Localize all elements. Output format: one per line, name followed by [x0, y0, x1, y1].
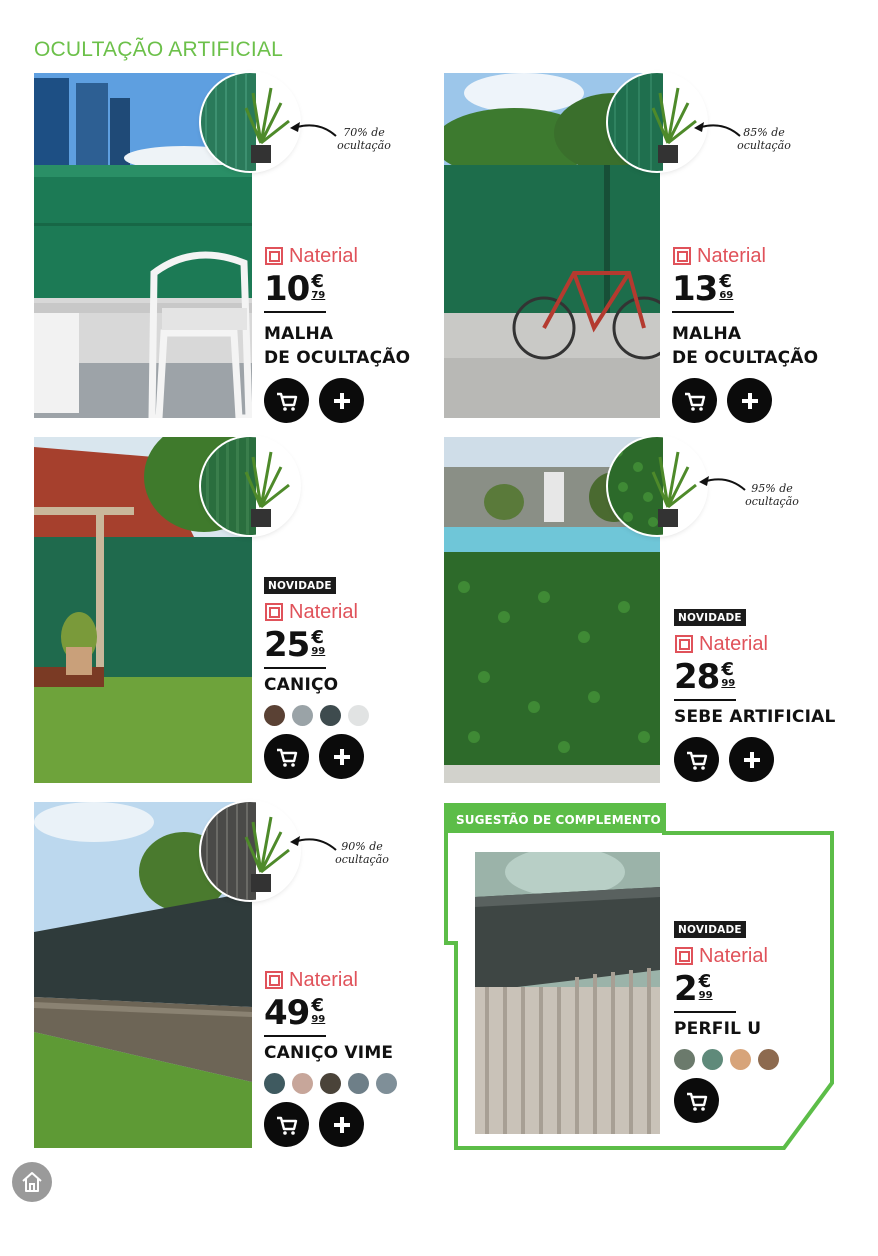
product-detail-circle-3: [201, 437, 299, 535]
naterial-logo-icon: [264, 246, 284, 266]
brand-label: Naterial: [264, 600, 369, 624]
price: 49 € 99: [264, 993, 326, 1033]
product-name: SEBE ARTIFICIAL: [674, 707, 836, 727]
brand-label: Naterial: [674, 944, 779, 968]
naterial-logo-icon: [674, 634, 694, 654]
color-swatch[interactable]: [320, 1073, 341, 1094]
plus-icon: [328, 387, 356, 415]
product-detail-circle-1: [201, 73, 299, 171]
more-info-button[interactable]: [727, 378, 772, 423]
naterial-logo-icon: [264, 970, 284, 990]
product-info-canico: [264, 574, 369, 779]
cart-icon: [273, 387, 301, 415]
product-name: MALHA DE OCULTAÇÃO: [672, 324, 819, 368]
color-swatch[interactable]: [348, 705, 369, 726]
product-info-malha-85: [672, 244, 818, 423]
price: 28 € 99: [674, 657, 736, 697]
color-swatch[interactable]: [702, 1049, 723, 1070]
cart-icon: [683, 1087, 711, 1115]
occultation-note: 70% de ocultação: [337, 126, 391, 152]
color-swatch[interactable]: [264, 1073, 285, 1094]
color-swatch[interactable]: [674, 1049, 695, 1070]
product-info-canico-vime: [264, 968, 397, 1147]
price: 10 € 79: [264, 269, 326, 309]
naterial-logo-icon: [264, 602, 284, 622]
product-detail-circle-5: [201, 802, 299, 900]
price: 13 € 69: [672, 269, 734, 309]
cart-icon: [683, 746, 711, 774]
naterial-logo-icon: [674, 946, 694, 966]
product-name: PERFIL U: [674, 1019, 762, 1039]
add-to-cart-button[interactable]: [264, 734, 309, 779]
section-title: OCULTAÇÃO ARTIFICIAL: [34, 38, 284, 61]
color-swatches: [264, 705, 369, 726]
add-to-cart-button[interactable]: [674, 1078, 719, 1123]
plus-icon: [328, 1111, 356, 1139]
cart-icon: [273, 743, 301, 771]
new-badge: NOVIDADE: [674, 921, 746, 938]
color-swatches: [264, 1073, 397, 1094]
add-to-cart-button[interactable]: [672, 378, 717, 423]
product-info-perfil-u: [674, 918, 779, 1123]
new-badge: NOVIDADE: [674, 609, 746, 626]
color-swatch[interactable]: [758, 1049, 779, 1070]
more-info-button[interactable]: [319, 378, 364, 423]
suggestion-tab: SUGESTÃO DE COMPLEMENTO: [444, 803, 664, 833]
occultation-note: 95% de ocultação: [745, 482, 799, 508]
brand-label: Naterial: [264, 244, 410, 268]
naterial-logo-icon: [672, 246, 692, 266]
product-name: MALHA DE OCULTAÇÃO: [264, 324, 411, 368]
add-to-cart-button[interactable]: [674, 737, 719, 782]
color-swatch[interactable]: [730, 1049, 751, 1070]
more-info-button[interactable]: [319, 734, 364, 779]
home-icon: [19, 1169, 45, 1195]
product-name: CANIÇO VIME: [264, 1043, 394, 1063]
color-swatches: [674, 1049, 779, 1070]
product-photo-perfil-u: [475, 852, 660, 1134]
add-to-cart-button[interactable]: [264, 1102, 309, 1147]
color-swatch[interactable]: [292, 705, 313, 726]
add-to-cart-button[interactable]: [264, 378, 309, 423]
color-swatch[interactable]: [292, 1073, 313, 1094]
new-badge: NOVIDADE: [264, 577, 336, 594]
occultation-note: 85% de ocultação: [737, 126, 791, 152]
color-swatch[interactable]: [348, 1073, 369, 1094]
home-button[interactable]: [12, 1162, 52, 1202]
plus-icon: [738, 746, 766, 774]
color-swatch[interactable]: [320, 705, 341, 726]
more-info-button[interactable]: [729, 737, 774, 782]
color-swatch[interactable]: [376, 1073, 397, 1094]
product-info-malha-70: [264, 244, 410, 423]
plus-icon: [736, 387, 764, 415]
price: 2 € 99: [674, 969, 713, 1009]
product-name: CANIÇO: [264, 675, 339, 695]
plus-icon: [328, 743, 356, 771]
cart-icon: [273, 1111, 301, 1139]
product-info-sebe: [674, 606, 835, 782]
color-swatch[interactable]: [264, 705, 285, 726]
brand-label: Naterial: [674, 632, 835, 656]
brand-label: Naterial: [672, 244, 818, 268]
price: 25 € 99: [264, 625, 326, 665]
brand-label: Naterial: [264, 968, 397, 992]
occultation-note: 90% de ocultação: [335, 840, 389, 866]
more-info-button[interactable]: [319, 1102, 364, 1147]
product-detail-circle-4: [608, 437, 706, 535]
cart-icon: [681, 387, 709, 415]
